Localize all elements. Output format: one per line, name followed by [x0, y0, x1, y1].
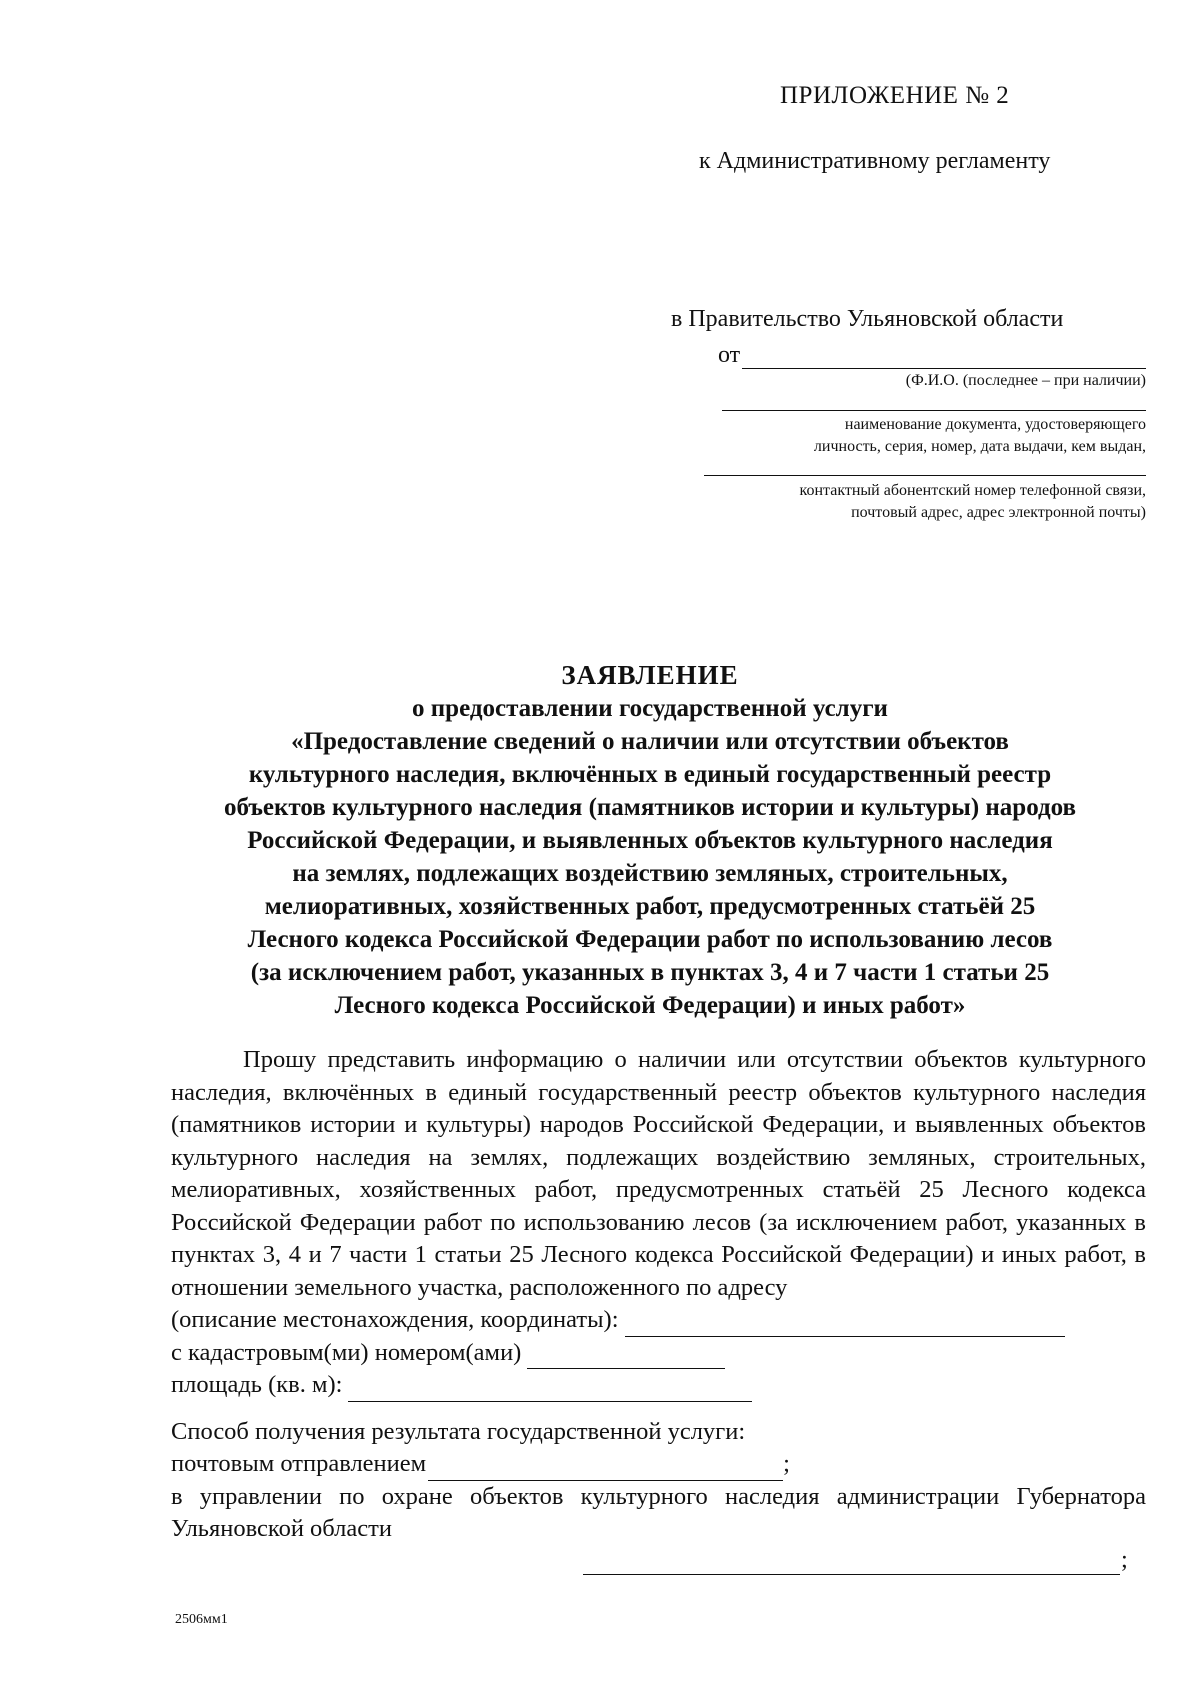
- heading-line: на землях, подлежащих воздействию земляных, строительных,: [292, 860, 1008, 887]
- in-person-label: в управлении по охране объектов культурного наследия администрации Губернатора Ульяновской области: [171, 1482, 1146, 1542]
- heading-line: объектов культурного наследия (памятников истории и культуры) народов: [223, 794, 1077, 821]
- cadastral-blank-line[interactable]: [527, 1346, 725, 1369]
- heading-line: «Предоставление сведений о наличии или отсутствии объектов: [291, 728, 1009, 755]
- heading-line: культурного наследия, включённых в единый государственный реестр: [248, 761, 1052, 788]
- heading-line: Российской Федерации, и выявленных объектов культурного наследия: [247, 827, 1053, 854]
- addressee-line: в Правительство Ульяновской области: [671, 306, 1064, 332]
- fio-caption: (Ф.И.О. (последнее – при наличии): [905, 372, 1146, 389]
- cadastral-label: с кадастровым(ми) номером(ами): [171, 1338, 522, 1366]
- application-body: [171, 1044, 1146, 1546]
- heading-line: Лесного кодекса Российской Федерации) и иных работ»: [334, 992, 966, 1019]
- mail-option: [171, 1448, 1146, 1481]
- location-label: (описание местонахождения, координаты):: [171, 1306, 619, 1333]
- appendix-title: ПРИЛОЖЕНИЕ № 2: [780, 82, 1010, 109]
- cadastral-field: [171, 1337, 1146, 1370]
- heading-line: о предоставлении государственной услуги: [412, 695, 888, 722]
- contact-caption-line-2: почтовый адрес, адрес электронной почты): [851, 504, 1146, 521]
- from-field: [718, 342, 1146, 369]
- document-heading: [150, 658, 1150, 1022]
- document-caption-line-2: личность, серия, номер, дата выдачи, кем выдан,: [813, 438, 1146, 455]
- heading-line: мелиоративных, хозяйственных работ, предусмотренных статьёй 25: [264, 893, 1036, 920]
- contact-caption-line-1: контактный абонентский номер телефонной связи,: [799, 482, 1146, 499]
- mail-label: почтовым отправлением: [171, 1450, 427, 1477]
- location-field: [171, 1304, 1146, 1337]
- mail-terminator: ;: [783, 1450, 790, 1477]
- request-paragraph: Прошу представить информацию о наличии или отсутствии объектов культурного наследия, включённых в единый государственный реестр объектов культурного наследия (памятников истории и культуры) народов Российской Федерации, и выявленных объектов культурного наследия на землях, подлежащих воздействию земляных, строительных, мелиоративных, хозяйственных работ, предусмотренных статьёй 25 Лесного кодекса Российской Федерации работ по использованию лесов (за исключением работ, указанных в пунктах 3, 4 и 7 части 1 статьи 25 Лесного кодекса Российской Федерации) и иных работ, в отношении земельного участка, расположенного по адресу: [171, 1046, 1146, 1301]
- in-person-terminator: ;: [1121, 1546, 1128, 1573]
- in-person-blank-line[interactable]: [583, 1574, 1120, 1575]
- contact-blank-line: [704, 475, 1146, 476]
- area-label: площадь (кв. м):: [171, 1371, 343, 1398]
- contact-caption: [680, 480, 1146, 524]
- area-field: [171, 1369, 1146, 1402]
- document-blank-line: [722, 410, 1146, 411]
- document-caption-line-1: наименование документа, удостоверяющего: [844, 416, 1146, 433]
- from-blank-line: [742, 346, 1146, 369]
- footer-code: 2506мм1: [175, 1612, 228, 1627]
- from-label: от: [718, 342, 741, 368]
- in-person-option: [171, 1481, 1146, 1546]
- location-blank-line[interactable]: [625, 1314, 1065, 1337]
- document-caption: [700, 414, 1146, 458]
- area-blank-line[interactable]: [348, 1379, 752, 1402]
- result-method-label: Способ получения результата государственной услуги:: [171, 1417, 746, 1445]
- mail-blank-line[interactable]: [428, 1458, 783, 1481]
- document-title: ЗАЯВЛЕНИЕ: [561, 660, 739, 690]
- heading-line: Лесного кодекса Российской Федерации работ по использованию лесов: [247, 926, 1053, 953]
- appendix-subtitle: к Административному регламенту: [699, 148, 1051, 174]
- heading-line: (за исключением работ, указанных в пунктах 3, 4 и 7 части 1 статьи 25: [250, 959, 1050, 986]
